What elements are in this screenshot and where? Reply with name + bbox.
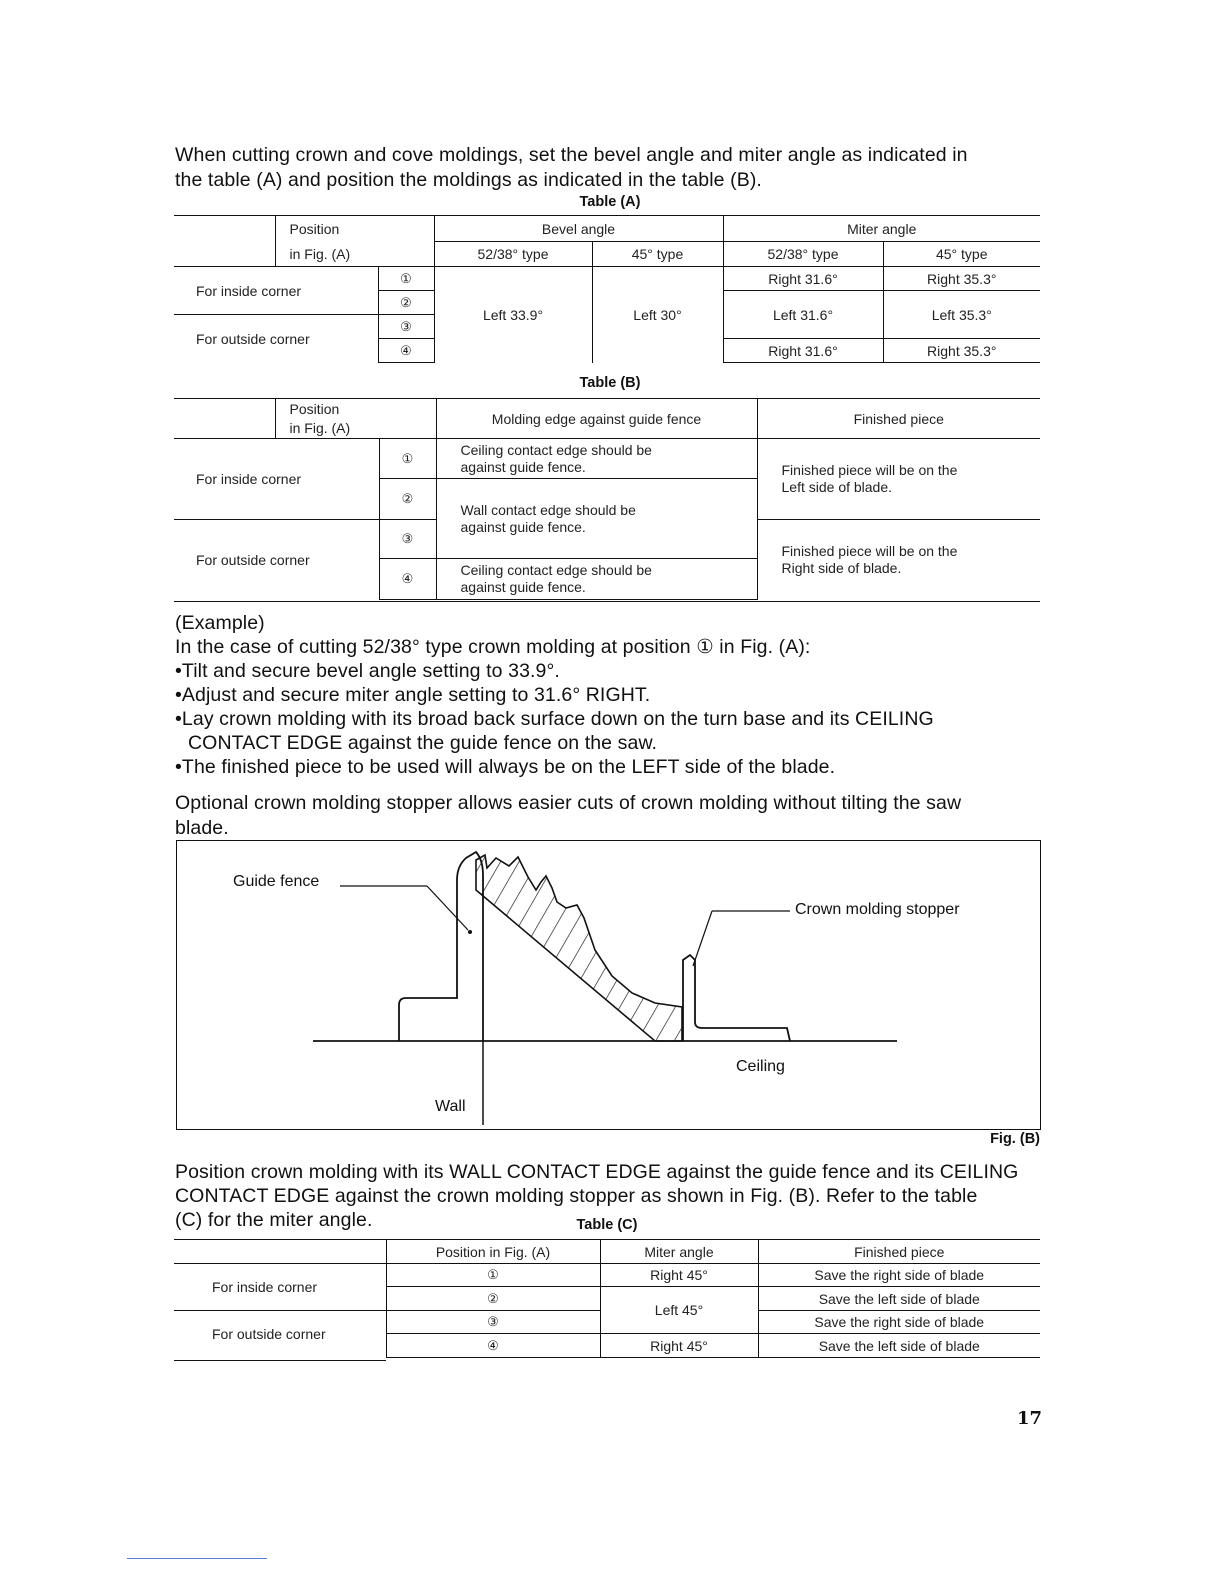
table-c-finished-header: Finished piece (758, 1240, 1040, 1264)
table-a-bevel-sub-2: 45° type (592, 242, 723, 267)
table-c-finished-2: Save the left side of blade (758, 1287, 1040, 1311)
table-b-position-header-1: Position (275, 399, 436, 419)
fig-b-wall-label: Wall (435, 1098, 466, 1115)
table-a-pos-4: ④ (378, 339, 434, 363)
table-c-pos-2: ② (386, 1287, 600, 1311)
table-a-miter-45-2: Left 35.3° (883, 291, 1040, 339)
table-c-pos-4: ④ (386, 1334, 600, 1358)
table-c-pos-3: ③ (386, 1311, 600, 1334)
intro-line-2: the table (A) and position the moldings as indicated in the table (B). (175, 169, 762, 191)
table-a-bevel-5238: Left 33.9° (434, 267, 592, 363)
page-number: 17 (1016, 1408, 1042, 1429)
table-c-outside-corner: For outside corner (174, 1311, 386, 1358)
table-a-pos-1: ① (378, 267, 434, 291)
example-line-1: In the case of cutting 52/38° type crown molding at position ① in Fig. (A): (175, 636, 811, 658)
fig-b-crown-stopper-label: Crown molding stopper (795, 901, 960, 918)
table-b-finished-right-b: Right side of blade. (781, 559, 902, 576)
table-c-finished-1: Save the right side of blade (758, 1264, 1040, 1287)
table-a-bevel-header: Bevel angle (434, 216, 723, 242)
crown-molding-shape (476, 855, 682, 1041)
table-a-bevel-45: Left 30° (592, 267, 723, 363)
fig-b-caption: Fig. (B) (990, 1131, 1040, 1147)
example-bullet-3a: •Lay crown molding with its broad back surface down on the turn base and its CEILING (175, 708, 934, 730)
table-a-miter-5238-2: Left 31.6° (723, 291, 883, 339)
table-a-pos-2: ② (378, 291, 434, 315)
table-a-miter-5238-3: Right 31.6° (723, 339, 883, 363)
table-c-miter-3: Right 45° (600, 1334, 758, 1358)
position-line-2: CONTACT EDGE against the crown molding stopper as shown in Fig. (B). Refer to the table (175, 1185, 978, 1207)
example-bullet-3b: CONTACT EDGE against the guide fence on the saw. (188, 732, 658, 754)
example-bullet-1: •Tilt and secure bevel angle setting to 33.9°. (175, 660, 560, 682)
table-c-inside-corner: For inside corner (174, 1264, 386, 1311)
table-a-miter-45-3: Right 35.3° (883, 339, 1040, 363)
table-c-position-header: Position in Fig. (A) (386, 1240, 600, 1264)
table-b-caption: Table (B) (579, 375, 641, 391)
table-b-wall-a: Wall contact edge should be (460, 501, 636, 518)
optional-line-1: Optional crown molding stopper allows easier cuts of crown molding without tilting the saw (175, 792, 962, 814)
table-c-miter-1: Right 45° (600, 1264, 758, 1287)
position-line-1: Position crown molding with its WALL CONTACT EDGE against the guide fence and its CEILING (175, 1161, 1019, 1183)
table-a-miter-header: Miter angle (723, 216, 1040, 242)
position-line-3: (C) for the miter angle. (175, 1209, 373, 1231)
table-b-inside-corner: For inside corner (174, 439, 379, 520)
example-bullet-4: •The finished piece to be used will always be on the LEFT side of the blade. (175, 756, 836, 778)
table-b-ceiling-2b: against guide fence. (460, 579, 586, 595)
table-b-finished-right-a: Finished piece will be on the (781, 542, 958, 559)
table-b-position-header-2: in Fig. (A) (275, 419, 436, 439)
table-c-bottom-rule (174, 1360, 386, 1361)
intro-line-1: When cutting crown and cove moldings, set the bevel angle and miter angle as indicated in (175, 144, 968, 166)
table-a-outside-corner: For outside corner (174, 315, 378, 363)
table-b-pos-3: ③ (379, 520, 436, 559)
stopper-leader-angle (693, 911, 712, 966)
table-c-finished-3: Save the right side of blade (758, 1311, 1040, 1334)
fig-b-guide-fence-label: Guide fence (233, 873, 320, 890)
table-c-finished-4: Save the left side of blade (758, 1334, 1040, 1358)
table-c-miter-2: Left 45° (600, 1287, 758, 1334)
table-a-miter-sub-1: 52/38° type (723, 242, 883, 267)
table-b-ceiling-1a: Ceiling contact edge should be (460, 441, 652, 458)
table-a-position-header-2: in Fig. (A) (275, 242, 434, 267)
table-a-position-header-1: Position (275, 216, 434, 242)
table-a-inside-corner: For inside corner (174, 267, 378, 315)
table-a-miter-45-1: Right 35.3° (883, 267, 1040, 291)
crown-stopper-shape (683, 955, 790, 1041)
table-b-pos-1: ① (379, 439, 436, 479)
table-a-miter-sub-2: 45° type (935, 246, 988, 262)
bottom-rule (127, 1558, 267, 1559)
guide-fence-leader-angle (427, 886, 468, 930)
table-a-miter-5238-1: Right 31.6° (723, 267, 883, 291)
table-b-pos-2: ② (379, 479, 436, 520)
guide-fence-shape (399, 852, 483, 1041)
table-c-miter-header: Miter angle (600, 1240, 758, 1264)
table-b-wall-b: against guide fence. (460, 518, 586, 535)
table-b-molding-header: Molding edge against guide fence (436, 399, 757, 439)
table-c-caption: Table (C) (576, 1217, 638, 1233)
table-b-finished-header: Finished piece (757, 399, 1040, 439)
table-c (174, 1239, 1040, 1358)
table-a-caption: Table (A) (579, 194, 641, 210)
table-a-bevel-sub-1: 52/38° type (434, 242, 592, 267)
example-bullet-2: •Adjust and secure miter angle setting to 31.6° RIGHT. (175, 684, 651, 706)
table-b-ceiling-1b: against guide fence. (460, 458, 586, 475)
table-b-finished-left-a: Finished piece will be on the (781, 462, 958, 478)
table-a-pos-3: ③ (378, 315, 434, 339)
table-b-outside-corner: For outside corner (174, 520, 379, 600)
optional-line-2: blade. (175, 817, 229, 839)
example-title: (Example) (175, 612, 265, 634)
table-b-ceiling-2a: Ceiling contact edge should be (460, 562, 652, 578)
table-c-pos-1: ① (386, 1264, 600, 1287)
table-b-finished-left-b: Left side of blade. (781, 479, 893, 495)
fig-b-ceiling-label: Ceiling (736, 1058, 785, 1075)
table-b-pos-4: ④ (379, 559, 436, 600)
